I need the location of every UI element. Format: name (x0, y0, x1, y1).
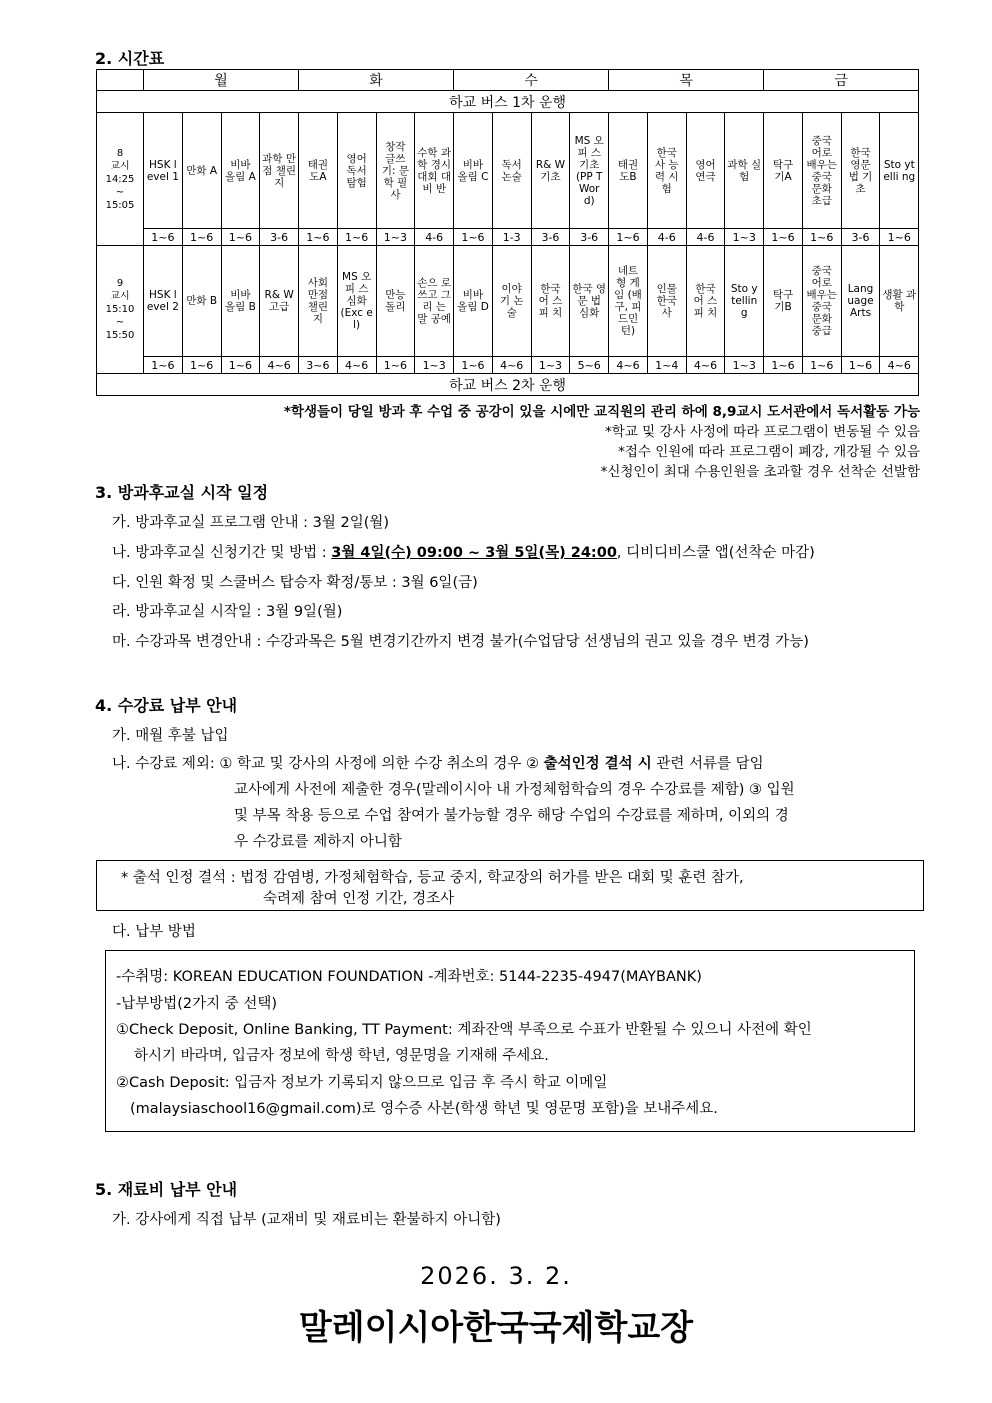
day-header: 화 (299, 70, 454, 91)
class-cell: 비바 올림 A (221, 113, 260, 229)
payment-method-box (105, 950, 915, 1132)
grade-range-cell: 1~6 (802, 357, 841, 374)
class-cell: 한국 어 스피 치 (531, 246, 570, 357)
payment-option-2-line1: ②Cash Deposit: 입금자 정보가 기록되지 않으므로 입금 후 즉시 학교 이메일 (116, 1075, 608, 1091)
class-cell: 한국 사 능력 시험 (647, 113, 686, 229)
timetable-day-row (97, 70, 919, 91)
class-cell: 비바 올림 B (221, 246, 260, 357)
class-cell: MS 오피 스 심화 (Exc el) (337, 246, 376, 357)
grade-range-cell: 1~6 (764, 357, 803, 374)
timetable (96, 69, 919, 396)
class-cell: HSK level 1 (144, 113, 183, 229)
class-cell: 네트 형 게임 (배 구, 피 드민턴) (609, 246, 648, 357)
grade-range-cell: 1~3 (725, 357, 764, 374)
grade-range-cell: 1~6 (376, 357, 415, 374)
section-2-title: 2. 시간표 (95, 49, 165, 68)
bus-1-label: 하교 버스 1차 운행 (97, 91, 919, 113)
class-cell: Sto y tellin g (725, 246, 764, 357)
grade-range-cell: 1~6 (221, 357, 260, 374)
section-3-title: 3. 방과후교실 시작 일정 (95, 483, 269, 502)
payment-option-1-line1: ①Check Deposit, Online Banking, TT Payment: 계좌잔액 부족으로 수표가 반환될 수 있으니 사전에 확인 (116, 1022, 812, 1038)
class-cell: 과학 실험 (725, 113, 764, 229)
note-first-come: *신청인이 최대 수용인원을 초과할 경우 선착순 선발함 (600, 464, 920, 480)
grade-range-cell: 1~6 (221, 229, 260, 246)
sec4-item-ga: 가. 매월 후불 납입 (112, 728, 229, 744)
class-cell: 영어 독서 탐험 (337, 113, 376, 229)
grade-range-cell: 1~6 (880, 229, 919, 246)
sec4-item-na-line1: 나. 수강료 제외: ① 학교 및 강사의 사정에 의한 수강 취소의 경우 ② 출석인정 결석 시 관련 서류를 담임 (112, 756, 764, 772)
payment-choice-line: -납부방법(2가지 중 선택) (116, 996, 278, 1012)
section-4-title: 4. 수강료 납부 안내 (95, 696, 238, 715)
sec4-item-na-line4: 우 수강료를 제하지 아니함 (234, 834, 402, 850)
grade-range-cell: 5~6 (570, 357, 609, 374)
timetable-notes (284, 402, 920, 482)
grade-range-cell: 3-6 (260, 229, 299, 246)
grade-range-cell: 1~6 (454, 229, 493, 246)
class-cell: Lang uage Arts (841, 246, 880, 357)
school-principal-signature: 말레이시아한국국제학교장 (298, 1308, 694, 1348)
timetable-corner-cell (97, 70, 144, 91)
grade-range-cell: 4~6 (609, 357, 648, 374)
day-header: 월 (144, 70, 299, 91)
class-cell: 비바 올림 D (454, 246, 493, 357)
grade-range-cell: 4~6 (686, 357, 725, 374)
excused-absence-line2: 숙려제 참여 인정 기간, 경조사 (263, 891, 455, 907)
sec3-item-ma: 마. 수강과목 변경안내 : 수강과목은 5월 변경기간까지 변경 불가(수업담당 선생님의 권고 있을 경우 변경 가능) (112, 634, 809, 650)
grade-range-cell: 1~6 (144, 229, 183, 246)
grade-range-cell: 1~6 (454, 357, 493, 374)
document-date: 2026. 3. 2. (420, 1262, 572, 1290)
period-8-row (97, 113, 919, 229)
class-cell: 수학 과학 경시 대회 대비 반 (415, 113, 454, 229)
grade-range-cell: 4-6 (686, 229, 725, 246)
grade-range-cell: 1~6 (182, 357, 221, 374)
grade-range-cell: 1~6 (802, 229, 841, 246)
sec4-item-na-line3: 및 부목 착용 등으로 수업 참여가 불가능할 경우 해당 수업의 수강료를 제하며, 이외의 경 (234, 808, 789, 824)
grade-range-cell: 3-6 (570, 229, 609, 246)
grade-range-cell: 1-3 (492, 229, 531, 246)
bus-2-row (97, 374, 919, 396)
grade-range-cell: 3-6 (841, 229, 880, 246)
class-cell: HSK level 2 (144, 246, 183, 357)
note-cancel: *접수 인원에 따라 프로그램이 폐강, 개강될 수 있음 (618, 444, 920, 460)
class-cell: 한국 영문 법 기초 (841, 113, 880, 229)
class-cell: 한국 영문 법 심화 (570, 246, 609, 357)
class-cell: 인물 한국 사 (647, 246, 686, 357)
class-cell: 만능 돌리 (376, 246, 415, 357)
class-cell: 창작 글쓰 기: 문 학 필사 (376, 113, 415, 229)
class-cell: MS 오피 스 기초 (PP T Wor d) (570, 113, 609, 229)
class-cell: R& W 고급 (260, 246, 299, 357)
class-cell: 만화 B (182, 246, 221, 357)
class-cell: 사회 만점 챌린 지 (299, 246, 338, 357)
bus-1-row (97, 91, 919, 113)
section-5-title: 5. 재료비 납부 안내 (95, 1180, 238, 1199)
day-header: 목 (609, 70, 764, 91)
note-change: *학교 및 강사 사정에 따라 프로그램이 변동될 수 있음 (605, 424, 920, 440)
grade-range-cell: 1~4 (647, 357, 686, 374)
grade-range-cell: 1~6 (609, 229, 648, 246)
class-cell: R& W 기초 (531, 113, 570, 229)
payment-option-2-line2: (malaysiaschool16@gmail.com)로 영수증 사본(학생 학년 및 영문명 포함)을 보내주세요. (130, 1101, 718, 1117)
grade-range-cell: 1~6 (182, 229, 221, 246)
grade-range-cell: 1~6 (337, 229, 376, 246)
grade-range-cell: 4~6 (260, 357, 299, 374)
application-period: 3월 4일(수) 09:00 ~ 3월 5일(목) 24:00 (331, 545, 617, 561)
class-cell: 영어 연극 (686, 113, 725, 229)
sec3-item-da: 다. 인원 확정 및 스쿨버스 탑승자 확정/통보 : 3월 6일(금) (112, 575, 478, 591)
excused-absence-line1: * 출석 인정 결석 : 법정 감염병, 가정체험학습, 등교 중지, 학교장의 허가를 받은 대회 및 훈련 참가, (121, 870, 744, 886)
class-cell: 생활 과학 (880, 246, 919, 357)
grade-range-cell: 4~6 (492, 357, 531, 374)
grade-range-cell: 1~6 (841, 357, 880, 374)
excused-absence-box (96, 860, 924, 911)
payment-account-line: -수취명: KOREAN EDUCATION FOUNDATION -계좌번호: 5144-2235-4947(MAYBANK) (116, 969, 702, 985)
grade-range-cell: 3-6 (531, 229, 570, 246)
class-cell: 탁구 기B (764, 246, 803, 357)
sec4-item-na-line2: 교사에게 사전에 제출한 경우(말레이시아 내 가정체험학습의 경우 수강료를 제함) ③ 입원 (234, 782, 795, 798)
grade-range-cell: 4-6 (415, 229, 454, 246)
bus-2-label: 하교 버스 2차 운행 (97, 374, 919, 396)
payment-option-1-line2: 하시기 바라며, 입금자 정보에 학생 학년, 영문명을 기재해 주세요. (134, 1048, 549, 1064)
class-cell: 한국 어 스피 치 (686, 246, 725, 357)
period-9-row (97, 246, 919, 357)
class-cell: 태권 도B (609, 113, 648, 229)
sec4-item-da: 다. 납부 방법 (112, 924, 196, 940)
note-library: *학생들이 당일 방과 후 수업 중 공강이 있을 시에만 교직원의 관리 하에 8,9교시 도서관에서 독서활동 가능 (283, 404, 920, 420)
class-cell: 만화 A (182, 113, 221, 229)
grade-range-cell: 1~3 (376, 229, 415, 246)
class-cell: 비바 올림 C (454, 113, 493, 229)
period-8-grade-row (97, 229, 919, 246)
class-cell: 독서 논술 (492, 113, 531, 229)
grade-range-cell: 1~6 (299, 229, 338, 246)
period-9-grade-row (97, 357, 919, 374)
grade-range-cell: 1~3 (725, 229, 764, 246)
period-9-label: 9 교시 15:10 ~ 15:50 (97, 246, 144, 374)
class-cell: 손으 로 쓰고 그리 는 말 공예 (415, 246, 454, 357)
sec3-item-ga: 가. 방과후교실 프로그램 안내 : 3월 2일(월) (112, 515, 390, 531)
day-header: 금 (764, 70, 919, 91)
grade-range-cell: 3~6 (299, 357, 338, 374)
period-8-label: 8 교시 14:25 ~ 15:05 (97, 113, 144, 246)
grade-range-cell: 4~6 (880, 357, 919, 374)
grade-range-cell: 1~3 (415, 357, 454, 374)
class-cell: 태권 도A (299, 113, 338, 229)
grade-range-cell: 1~3 (531, 357, 570, 374)
grade-range-cell: 1~6 (764, 229, 803, 246)
class-cell: 과학 만점 챌린 지 (260, 113, 299, 229)
grade-range-cell: 1~6 (144, 357, 183, 374)
class-cell: Sto ytelli ng (880, 113, 919, 229)
sec3-item-na: 나. 방과후교실 신청기간 및 방법 : 3월 4일(수) 09:00 ~ 3월 5일(목) 24:00, 디비디비스쿨 앱(선착순 마감) (112, 545, 815, 561)
grade-range-cell: 4-6 (647, 229, 686, 246)
class-cell: 중국 어로 배우는 중국 문화 초급 (802, 113, 841, 229)
class-cell: 탁구 기A (764, 113, 803, 229)
class-cell: 이야 기 논술 (492, 246, 531, 357)
class-cell: 중국 어로 배우는 중국 문화 중급 (802, 246, 841, 357)
day-header: 수 (454, 70, 609, 91)
sec5-item-ga: 가. 강사에게 직접 납부 (교재비 및 재료비는 환불하지 아니함) (112, 1212, 501, 1228)
grade-range-cell: 4~6 (337, 357, 376, 374)
sec3-item-ra: 라. 방과후교실 시작일 : 3월 9일(월) (112, 604, 343, 620)
